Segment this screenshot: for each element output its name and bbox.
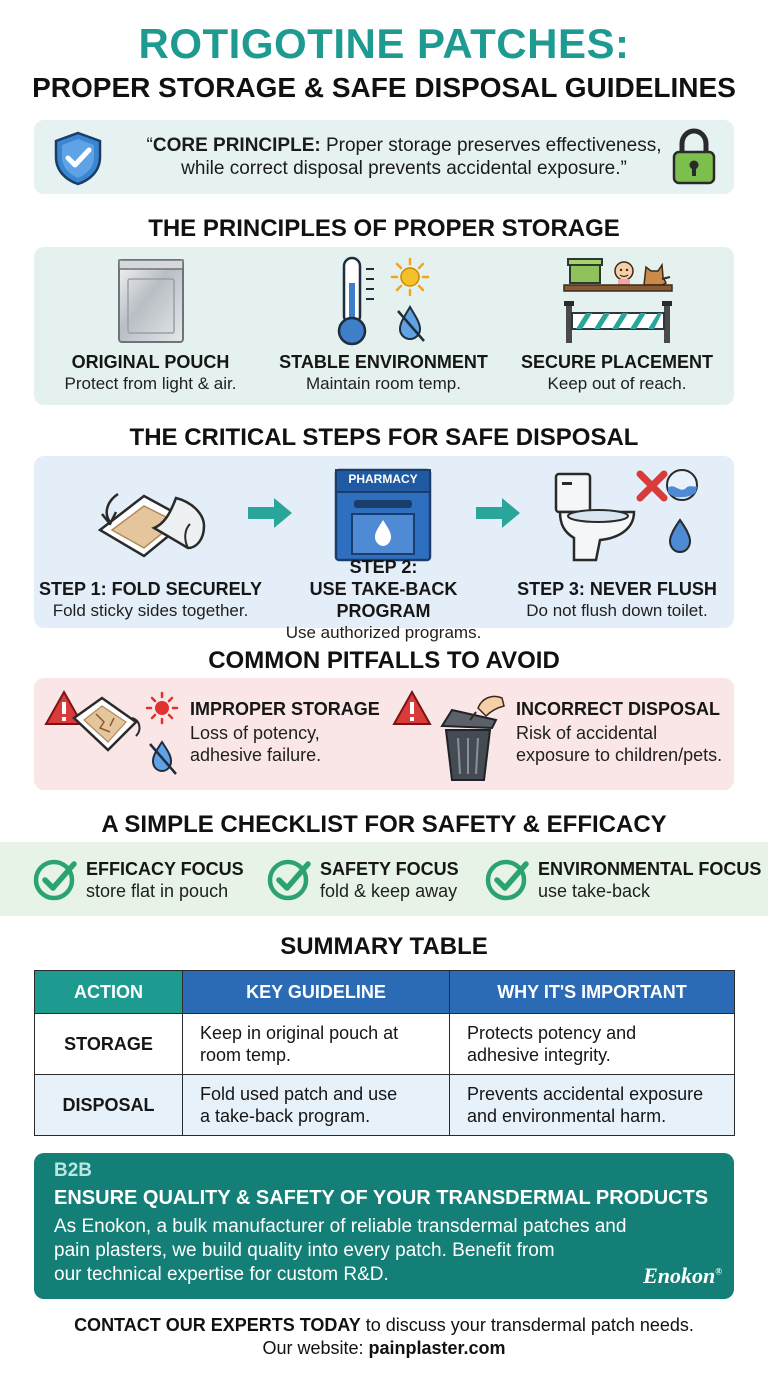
disposal-step-title-line1: STEP 2: bbox=[349, 557, 418, 577]
storage-item-2 bbox=[267, 351, 500, 394]
row-guideline-line1: Keep in original pouch at bbox=[200, 1023, 399, 1043]
toilet-no-flush-icon bbox=[552, 468, 700, 568]
contact-text: to discuss your transdermal patch needs. bbox=[360, 1315, 694, 1335]
row-guideline bbox=[183, 1075, 450, 1136]
storage-item-text: Protect from light & air. bbox=[64, 374, 237, 393]
page-subtitle: PROPER STORAGE & SAFE DISPOSAL GUIDELINES bbox=[32, 72, 736, 103]
contact-cta: CONTACT OUR EXPERTS TODAY bbox=[74, 1315, 361, 1335]
row-why-line2: and environmental harm. bbox=[467, 1106, 667, 1126]
disposal-step-title-line1 bbox=[500, 556, 734, 578]
row-why bbox=[450, 1014, 735, 1075]
row-action: STORAGE bbox=[35, 1014, 183, 1075]
b2b-body-line3: our technical expertise for custom R&D. bbox=[54, 1264, 389, 1285]
storage-item-text: Keep out of reach. bbox=[547, 374, 687, 393]
disposal-panel bbox=[34, 456, 734, 642]
disposal-step-title-line2: USE TAKE-BACK PROGRAM bbox=[309, 579, 458, 621]
row-why bbox=[450, 1075, 735, 1136]
row-why-line1: Prevents accidental exposure bbox=[467, 1084, 704, 1104]
storage-item-text: Maintain room temp. bbox=[306, 374, 461, 393]
row-guideline-line1: Fold used patch and use bbox=[200, 1084, 398, 1104]
row-action: DISPOSAL bbox=[35, 1075, 183, 1136]
pharmacy-label: PHARMACY bbox=[348, 472, 418, 486]
disposal-step-2 bbox=[267, 556, 500, 643]
padlock-icon bbox=[670, 128, 718, 186]
b2b-tag: B2B bbox=[54, 1160, 93, 1181]
open-quote: “ bbox=[146, 135, 153, 156]
table-row bbox=[35, 1014, 735, 1075]
checklist-text: store flat in pouch bbox=[86, 881, 229, 901]
checklist-title: ENVIRONMENTAL FOCUS bbox=[538, 859, 762, 879]
folded-patch-icon bbox=[92, 468, 210, 562]
secure-shelf-icon bbox=[562, 255, 674, 347]
core-principle-box bbox=[34, 120, 734, 194]
summary-heading: SUMMARY TABLE bbox=[280, 933, 488, 960]
table-row bbox=[35, 1075, 735, 1136]
b2b-body-line2: pain plasters, we build quality into every patch. Benefit from bbox=[54, 1240, 555, 1261]
trash-bin-icon bbox=[392, 686, 508, 784]
check-circle-icon bbox=[32, 856, 78, 902]
pitfall-line2: adhesive failure. bbox=[190, 745, 322, 765]
summary-table bbox=[34, 970, 735, 1136]
pitfall-line1: Loss of potency, bbox=[190, 723, 320, 743]
pitfall-title: IMPROPER STORAGE bbox=[190, 699, 380, 719]
b2b-body-line1: As Enokon, a bulk manufacturer of reliable transdermal patches and bbox=[54, 1216, 627, 1237]
checklist-heading: A SIMPLE CHECKLIST FOR SAFETY & EFFICACY bbox=[101, 811, 667, 838]
b2b-body bbox=[54, 1215, 714, 1287]
pitfall-line2: exposure to children/pets. bbox=[516, 745, 723, 765]
row-why-line2: adhesive integrity. bbox=[467, 1045, 611, 1065]
disposal-step-title-line2: STEP 1: FOLD SECURELY bbox=[38, 579, 263, 599]
website-line bbox=[0, 1336, 768, 1360]
b2b-title: ENSURE QUALITY & SAFETY OF YOUR TRANSDERMAL PRODUCTS bbox=[54, 1187, 709, 1209]
website-label: Our website: bbox=[262, 1338, 369, 1358]
storage-item-title: SECURE PLACEMENT bbox=[520, 352, 713, 372]
page-title: ROTIGOTINE PATCHES: bbox=[138, 20, 630, 67]
pitfall-title: INCORRECT DISPOSAL bbox=[516, 699, 721, 719]
storage-item-1 bbox=[34, 351, 267, 394]
check-circle-icon bbox=[266, 856, 312, 902]
column-header-guideline: KEY GUIDELINE bbox=[183, 971, 450, 1014]
checklist-title: SAFETY FOCUS bbox=[320, 859, 459, 879]
thermometer-icon bbox=[334, 255, 434, 347]
storage-heading: THE PRINCIPLES OF PROPER STORAGE bbox=[148, 215, 620, 242]
disposal-step-3 bbox=[500, 556, 734, 621]
pitfalls-heading: COMMON PITFALLS TO AVOID bbox=[208, 647, 560, 674]
storage-item-3 bbox=[500, 351, 734, 394]
core-principle-text bbox=[130, 134, 678, 180]
storage-panel bbox=[34, 247, 734, 405]
pitfalls-panel bbox=[34, 678, 734, 790]
pitfall-line1: Risk of accidental bbox=[516, 723, 658, 743]
arrow-right-icon bbox=[246, 496, 294, 530]
brand-mark: ® bbox=[715, 1266, 722, 1277]
contact-line bbox=[0, 1313, 768, 1337]
website-link[interactable]: painplaster.com bbox=[368, 1338, 506, 1358]
row-guideline-line2: room temp. bbox=[200, 1045, 292, 1065]
brand-logo bbox=[643, 1263, 722, 1289]
disposal-step-1 bbox=[34, 556, 267, 621]
checklist-text: use take-back bbox=[538, 881, 651, 901]
column-header-why: WHY IT'S IMPORTANT bbox=[450, 971, 735, 1014]
foil-pouch-icon bbox=[116, 257, 186, 345]
disposal-step-text: Use authorized programs. bbox=[285, 623, 482, 642]
checklist-title: EFFICACY FOCUS bbox=[86, 859, 244, 879]
core-principle-line2: while correct disposal prevents accidental exposure.” bbox=[181, 158, 627, 179]
b2b-banner bbox=[34, 1153, 734, 1299]
disposal-step-title-line2: STEP 3: NEVER FLUSH bbox=[517, 579, 717, 599]
brand-name: Enokon bbox=[643, 1263, 716, 1288]
checklist-text: fold & keep away bbox=[320, 881, 458, 901]
row-guideline-line2: a take-back program. bbox=[200, 1106, 371, 1126]
damaged-patch-icon bbox=[44, 688, 184, 782]
checklist-panel bbox=[0, 842, 768, 916]
column-header-action: ACTION bbox=[35, 971, 183, 1014]
storage-item-title: STABLE ENVIRONMENT bbox=[279, 352, 488, 372]
row-guideline bbox=[183, 1014, 450, 1075]
core-principle-line1: Proper storage preserves effectiveness, bbox=[320, 135, 662, 156]
row-why-line1: Protects potency and bbox=[467, 1023, 637, 1043]
disposal-step-title-line1 bbox=[34, 556, 267, 578]
storage-item-title: ORIGINAL POUCH bbox=[71, 352, 230, 372]
disposal-heading: THE CRITICAL STEPS FOR SAFE DISPOSAL bbox=[129, 424, 639, 451]
core-principle-label: CORE PRINCIPLE: bbox=[152, 135, 321, 156]
shield-check-icon bbox=[50, 130, 106, 186]
disposal-step-text: Fold sticky sides together. bbox=[52, 601, 249, 620]
arrow-right-icon bbox=[474, 496, 522, 530]
check-circle-icon bbox=[484, 856, 530, 902]
disposal-step-text: Do not flush down toilet. bbox=[526, 601, 708, 620]
table-header-row bbox=[35, 971, 735, 1014]
